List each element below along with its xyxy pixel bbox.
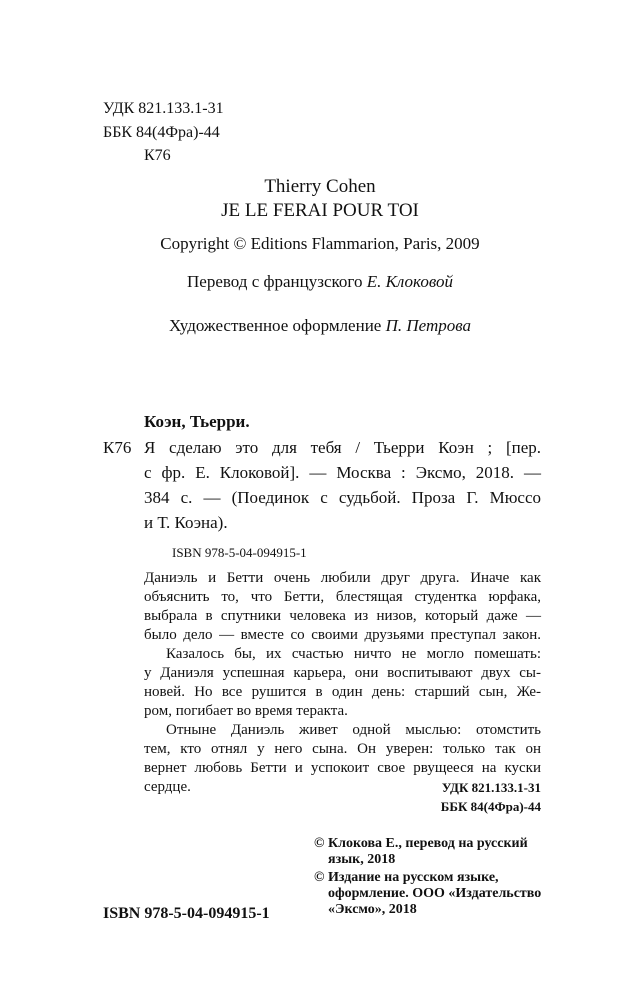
footer-copyright-line: © Клокова Е., перевод на русский: [314, 836, 528, 851]
catalog-line: с фр. Е. Клоковой]. — Москва : Эксмо, 2018. —: [144, 463, 541, 482]
footer-copyright-line: «Эксмо», 2018: [328, 902, 417, 917]
catalog-line: 384 с. — (Поединок с судьбой. Проза Г. Мюссо: [144, 488, 541, 507]
annotation-line: Казалось бы, их счастью ничто не могло помешать:: [166, 646, 541, 662]
annotation-line: новей. Но все рушится в один день: старший сын, Же-: [144, 684, 541, 700]
annotation-line: сердце.: [144, 779, 191, 795]
annotation-line: у Даниэля успешная карьера, они воспитывают двух сы-: [144, 665, 541, 681]
catalog-author-mark: К76: [103, 438, 132, 457]
translation-credit: [0, 272, 640, 292]
footer-isbn: ISBN 978-5-04-094915-1: [103, 905, 270, 922]
original-title: JE LE FERAI POUR TOI: [221, 200, 419, 221]
annotation-bbk: ББК 84(4Фра)-44: [440, 799, 541, 814]
annotation-line: тем, кто отнял у него сына. Он уверен: только так он: [144, 741, 541, 757]
annotation-line: было дело — вместе со своими друзьями преступал закон.: [144, 627, 541, 643]
annotation-line: вернет любовь Бетти и успокоит свое рвущееся на куски: [144, 760, 541, 776]
original-author: Thierry Cohen: [264, 176, 376, 197]
udk-code: УДК 821.133.1-31: [103, 100, 224, 117]
translator-name: Е. Клоковой: [366, 272, 453, 291]
bbk-code: ББК 84(4Фра)-44: [103, 124, 220, 141]
catalog-isbn: ISBN 978-5-04-094915-1: [172, 545, 307, 560]
translation-label: Перевод с французского: [187, 272, 363, 291]
original-copyright: Copyright © Editions Flammarion, Paris, 2009: [160, 234, 480, 253]
design-credit: [0, 316, 640, 336]
annotation-udk: УДК 821.133.1-31: [441, 780, 541, 795]
annotation-line: Отныне Даниэль живет одной мыслью: отомстить: [166, 722, 541, 738]
footer-copyright-line: © Издание на русском языке,: [314, 870, 499, 885]
annotation-line: ром, погибает во время теракта.: [144, 703, 348, 719]
footer-copyright-line: язык, 2018: [328, 852, 396, 867]
catalog-heading: Коэн, Тьерри.: [144, 412, 250, 431]
design-label: Художественное оформление: [168, 316, 382, 335]
annotation-line: объяснить то, что Бетти, блестящая студентка юрфака,: [144, 589, 541, 605]
designer-name: П. Петрова: [385, 316, 472, 335]
author-mark: К76: [144, 147, 171, 164]
footer-copyright-line: оформление. ООО «Издательство: [328, 886, 542, 901]
annotation-line: Даниэль и Бетти очень любили друг друга. Иначе как: [144, 570, 541, 586]
annotation-line: выбрала в спутники человека из низов, который даже —: [144, 608, 541, 624]
catalog-line: и Т. Коэна).: [144, 513, 228, 532]
catalog-line: Я сделаю это для тебя / Тьерри Коэн ; [пер.: [144, 438, 541, 457]
